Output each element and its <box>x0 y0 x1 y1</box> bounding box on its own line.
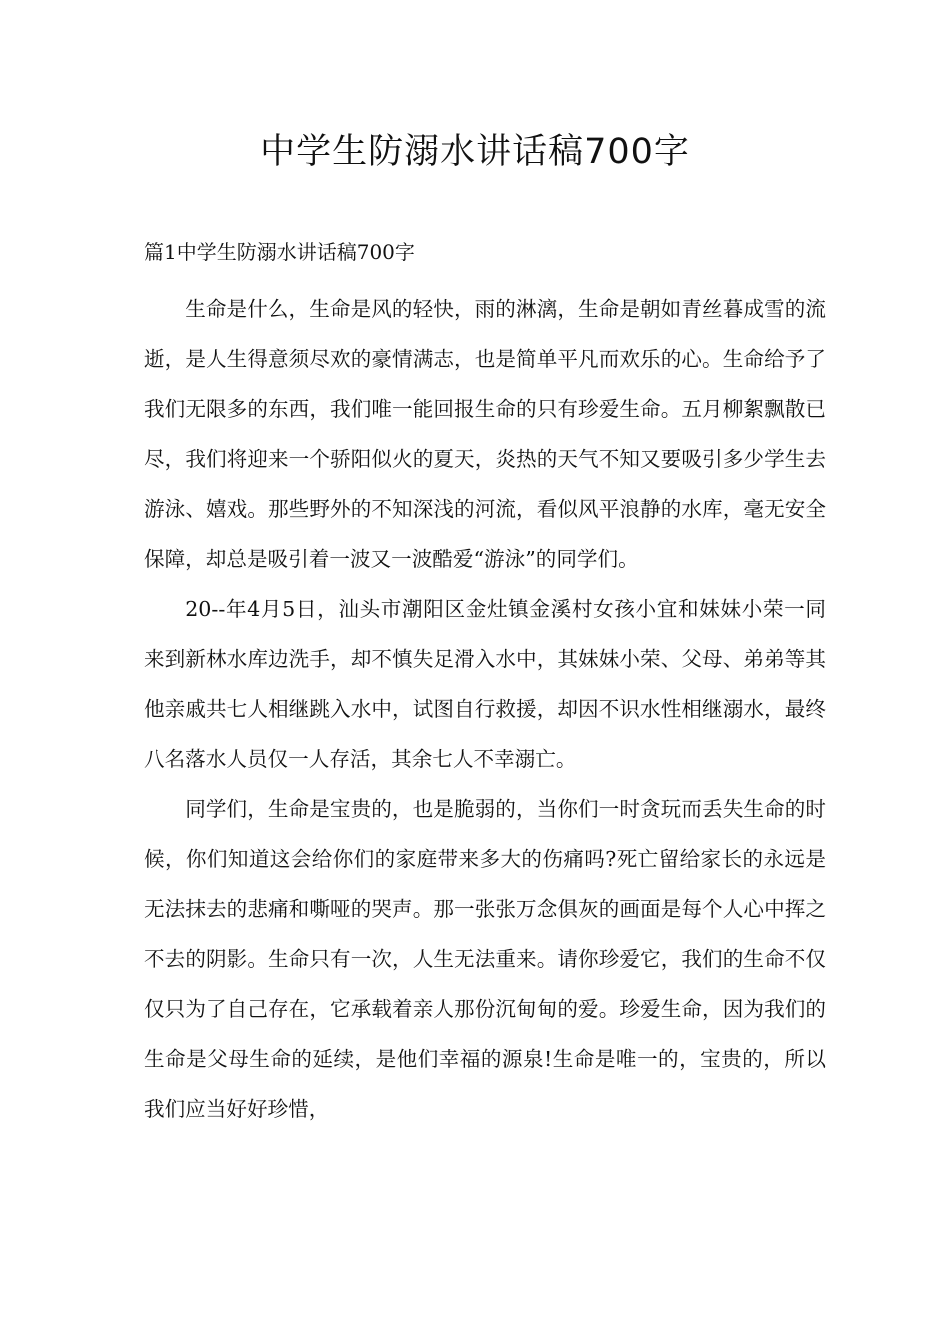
paragraph-1: 生命是什么，生命是风的轻快，雨的淋漓，生命是朝如青丝暮成雪的流逝，是人生得意须尽欢的豪情满志，也是简单平凡而欢乐的心。生命给予了我们无限多的东西，我们唯一能回报生命的只有珍爱生命。五月柳絮飘散已尽，我们将迎来一个骄阳似火的夏天，炎热的天气不知又要吸引多少学生去游泳、嬉戏。那些野外的不知深浅的河流，看似风平浪静的水库，毫无安全保障，却总是吸引着一波又一波酷爱“游泳”的同学们。 <box>144 297 826 571</box>
paragraph-3: 同学们，生命是宝贵的，也是脆弱的，当你们一时贪玩而丢失生命的时候，你们知道这会给你们的家庭带来多大的伤痛吗?死亡留给家长的永远是无法抹去的悲痛和嘶哑的哭声。那一张张万念俱灰的画面是每个人心中挥之不去的阴影。生命只有一次，人生无法重来。请你珍爱它，我们的生命不仅仅只为了自己存在，它承载着亲人那份沉甸甸的爱。珍爱生命，因为我们的生命是父母生命的延续，是他们幸福的源泉!生命是唯一的，宝贵的，所以我们应当好好珍惜， <box>144 797 826 1121</box>
document-title: 中学生防溺水讲话稿700字 <box>260 132 690 172</box>
section-heading: 篇1中学生防溺水讲话稿700字 <box>144 240 415 264</box>
paragraph-2: 20--年4月5日，汕头市潮阳区金灶镇金溪村女孩小宜和妹妹小荣一同来到新林水库边洗手，却不慎失足滑入水中，其妹妹小荣、父母、弟弟等其他亲戚共七人相继跳入水中，试图自行救援，却因不识水性相继溺水，最终八名落水人员仅一人存活，其余七人不幸溺亡。 <box>144 597 826 771</box>
document-body <box>144 284 826 1134</box>
